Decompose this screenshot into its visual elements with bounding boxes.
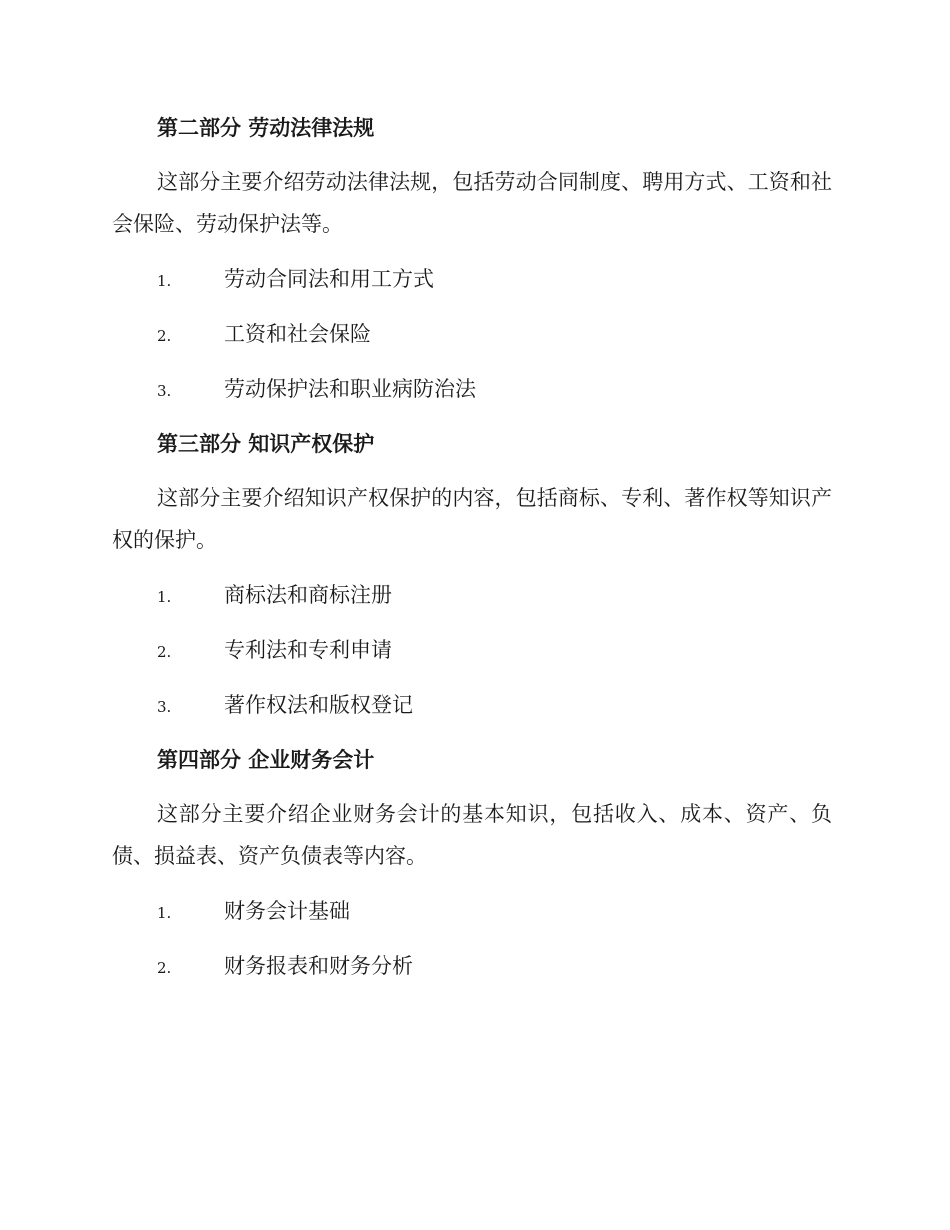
section-heading: 第四部分 企业财务会计 (157, 747, 375, 772)
list-item (157, 320, 371, 350)
section-intro: 这部分主要介绍企业财务会计的基本知识，包括收入、成本、资产、负债、损益表、资产负债表等内容。 (112, 802, 832, 868)
list-item (157, 691, 413, 721)
list-item-number: 2. (157, 327, 172, 345)
list-item (157, 636, 392, 666)
list-item-number: 1. (157, 272, 172, 290)
section-intro: 这部分主要介绍劳动法律法规，包括劳动合同制度、聘用方式、工资和社会保险、劳动保护法等。 (112, 170, 832, 236)
list-item-text: 财务会计基础 (224, 899, 350, 923)
list-item-number: 1. (157, 904, 172, 922)
list-item-text: 工资和社会保险 (224, 322, 371, 346)
list-item (157, 375, 476, 405)
list-item-text: 专利法和专利申请 (224, 638, 392, 662)
list-item (157, 952, 413, 982)
section-intro: 这部分主要介绍知识产权保护的内容，包括商标、专利、著作权等知识产权的保护。 (112, 486, 832, 552)
list-item-text: 劳动合同法和用工方式 (224, 267, 434, 291)
section-heading: 第三部分 知识产权保护 (157, 431, 375, 456)
list-item-text: 商标法和商标注册 (224, 583, 392, 607)
list-item-number: 3. (157, 382, 172, 400)
list-item-text: 财务报表和财务分析 (224, 954, 413, 978)
list-item-number: 2. (157, 959, 172, 977)
list-item-number: 3. (157, 698, 172, 716)
list-item-text: 劳动保护法和职业病防治法 (224, 377, 476, 401)
list-item-text: 著作权法和版权登记 (224, 693, 413, 717)
list-item (157, 265, 434, 295)
list-item-number: 1. (157, 588, 172, 606)
list-item (157, 581, 392, 611)
list-item-number: 2. (157, 643, 172, 661)
list-item (157, 897, 350, 927)
section-heading: 第二部分 劳动法律法规 (157, 115, 375, 140)
